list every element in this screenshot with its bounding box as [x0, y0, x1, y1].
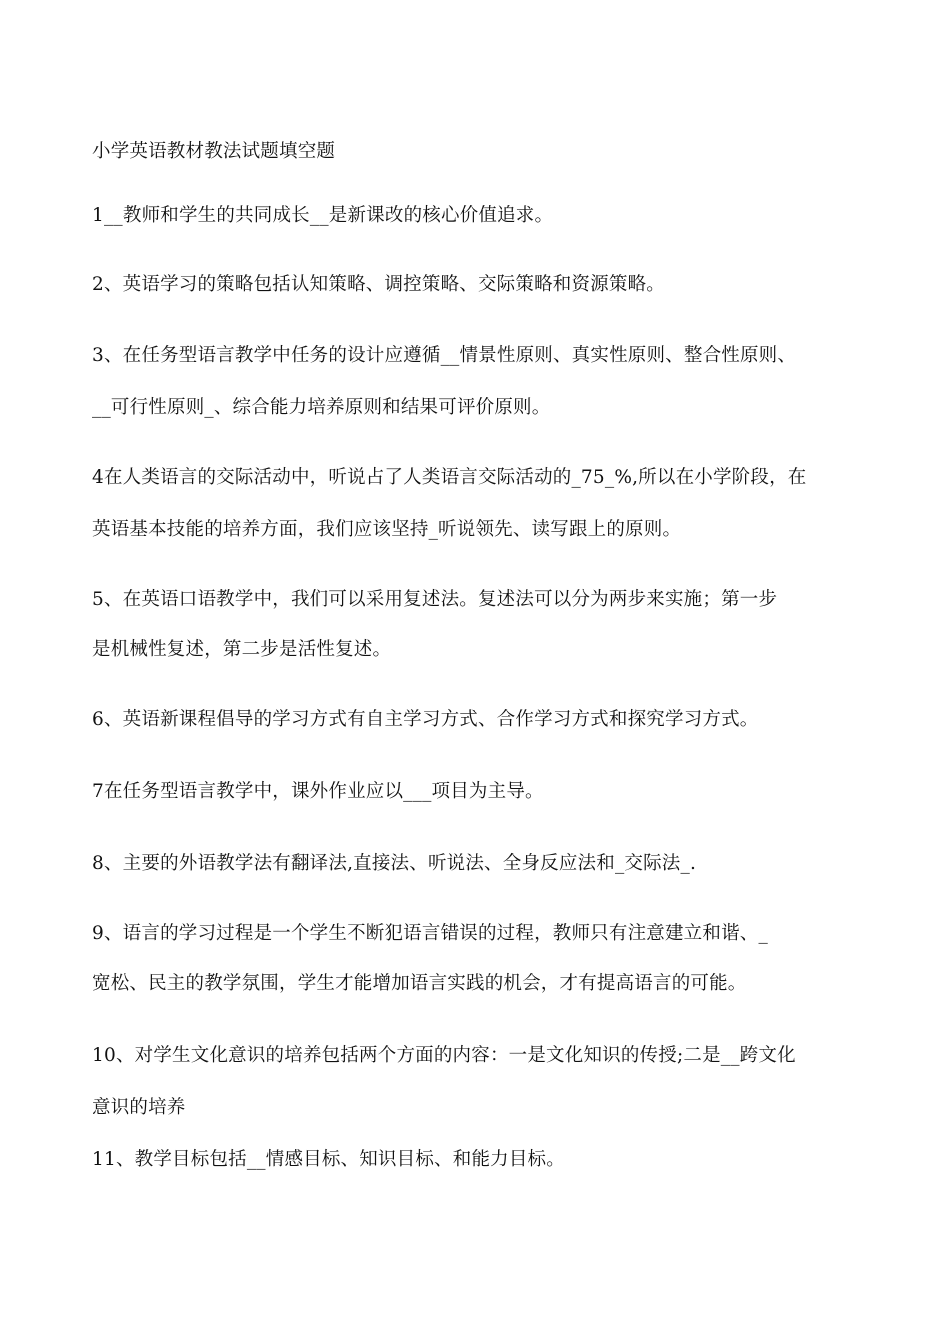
document-title: 小学英语教材教法试题填空题 — [92, 141, 336, 162]
question-8-line: 8、主要的外语教学法有翻译法,直接法、听说法、全身反应法和_交际法_. — [92, 853, 697, 874]
question-7-line: 7在任务型语言教学中，课外作业应以___项目为主导。 — [92, 781, 544, 802]
question-10-line-1: 10、对学生文化意识的培养包括两个方面的内容：一是文化知识的传授;二是__跨文化 — [92, 1045, 796, 1066]
question-2-line: 2、英语学习的策略包括认知策略、调控策略、交际策略和资源策略。 — [92, 274, 665, 295]
question-10-line-2: 意识的培养 — [92, 1097, 186, 1118]
question-9-line-2: 宽松、民主的教学氛围，学生才能增加语言实践的机会，才有提高语言的可能。 — [92, 973, 747, 994]
question-9-line-1: 9、语言的学习过程是一个学生不断犯语言错误的过程，教师只有注意建立和谐、_ — [92, 923, 768, 944]
question-6-line: 6、英语新课程倡导的学习方式有自主学习方式、合作学习方式和探究学习方式。 — [92, 709, 759, 730]
question-5-line-2: 是机械性复述，第二步是活性复述。 — [92, 639, 392, 660]
question-11-line: 11、教学目标包括__情感目标、知识目标、和能力目标。 — [92, 1149, 565, 1170]
question-5-line-1: 5、在英语口语教学中，我们可以采用复述法。复述法可以分为两步来实施；第一步 — [92, 589, 778, 610]
question-3-line-1: 3、在任务型语言教学中任务的设计应遵循__情景性原则、真实性原则、整合性原则、 — [92, 345, 797, 366]
question-1-line: 1__教师和学生的共同成长__是新课改的核心价值追求。 — [92, 205, 554, 226]
question-4-line-2: 英语基本技能的培养方面，我们应该坚持_听说领先、读写跟上的原则。 — [92, 519, 682, 540]
question-4-line-1: 4在人类语言的交际活动中，听说占了人类语言交际活动的_75_%,所以在小学阶段，在 — [92, 467, 807, 488]
question-3-line-2: __可行性原则_、综合能力培养原则和结果可评价原则。 — [92, 397, 551, 418]
